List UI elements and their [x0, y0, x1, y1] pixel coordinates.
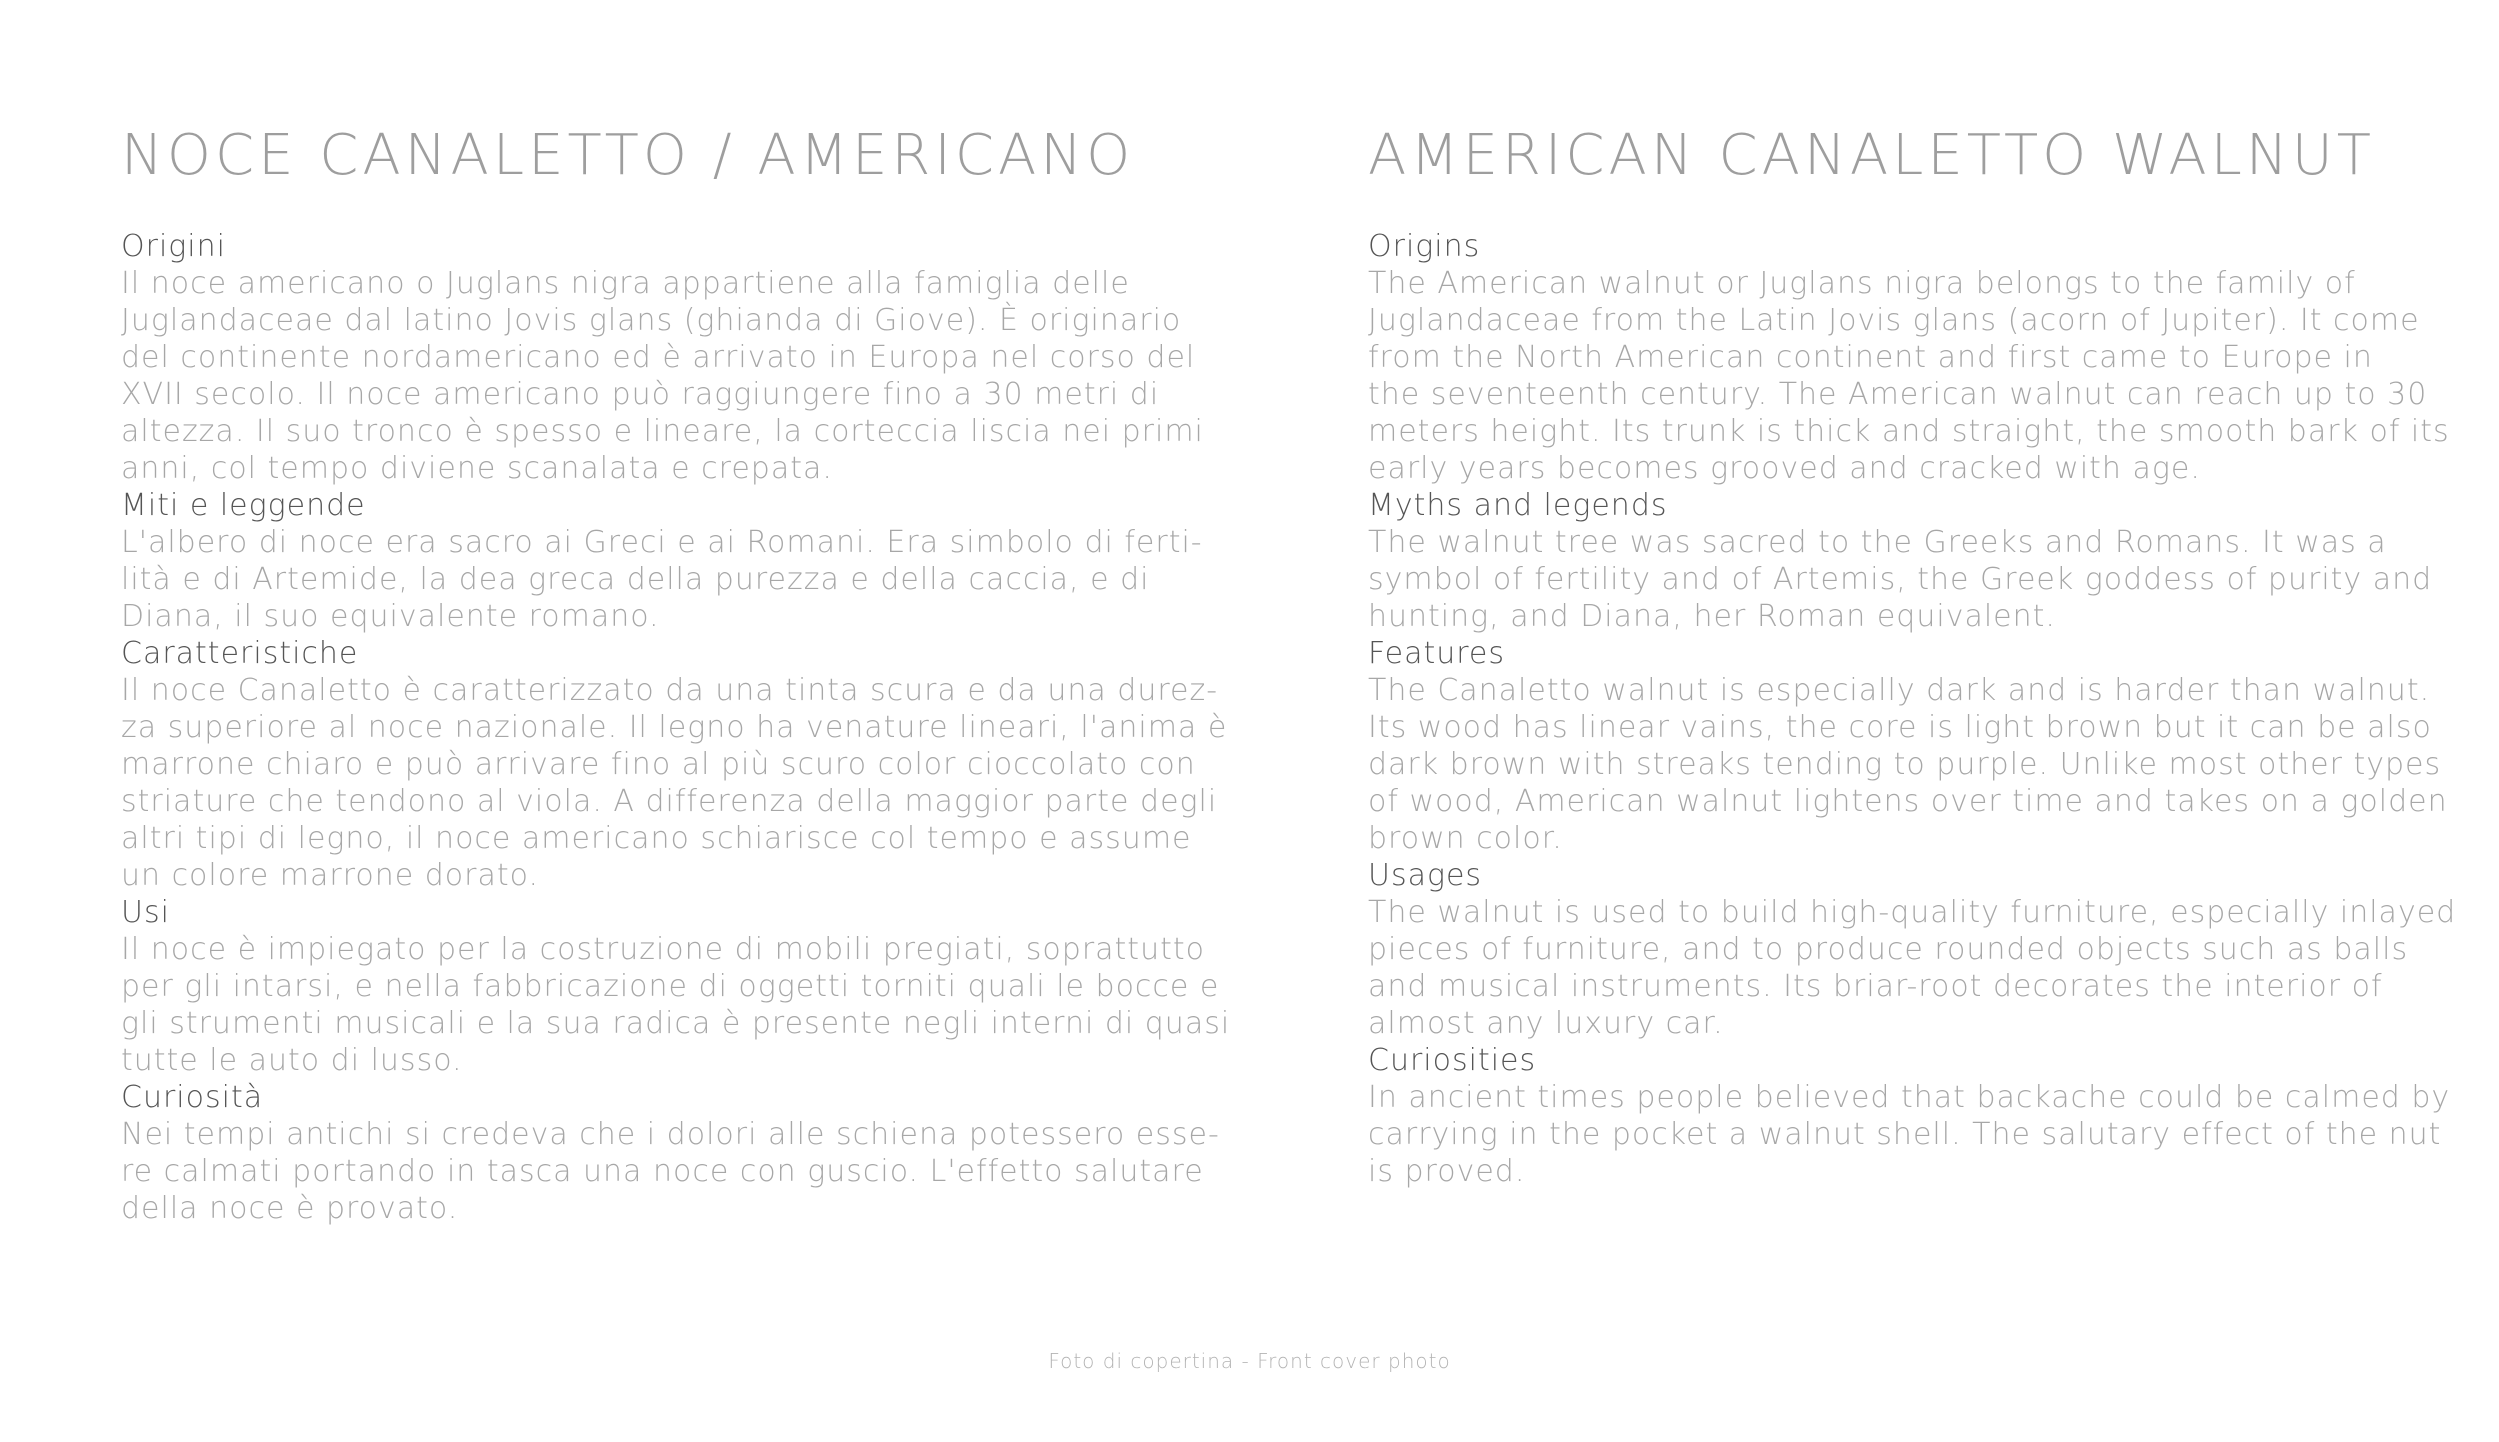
body-line: lità e di Artemide, la dea greca della purezza e della caccia, e di — [121, 562, 1150, 597]
body-line: carrying in the pocket a walnut shell. The salutary effect of the nut — [1368, 1117, 2442, 1152]
section-block — [1368, 635, 2448, 857]
section-block — [1368, 487, 2433, 635]
section-block — [121, 894, 1231, 1079]
section-heading: Origins — [1368, 229, 1481, 264]
body-line: Nei tempi antichi si credeva che i dolori alle schiena potessero esse- — [121, 1117, 1220, 1152]
italian-column — [121, 122, 1231, 1227]
section-heading: Features — [1368, 636, 1505, 671]
body-line: altezza. Il suo tronco è spesso e lineare, la corteccia liscia nei primi — [121, 414, 1204, 449]
section-body — [121, 931, 1231, 1079]
body-line: symbol of fertility and of Artemis, the Greek goddess of purity and — [1368, 562, 2433, 597]
section-block — [1368, 228, 2450, 487]
section-block — [121, 1079, 1220, 1227]
body-line: dark brown with streaks tending to purple. Unlike most other types — [1368, 747, 2442, 782]
body-line: Its wood has linear vains, the core is light brown but it can be also — [1368, 710, 2432, 745]
body-line: L'albero di noce era sacro ai Greci e ai Romani. Era simbolo di ferti- — [121, 525, 1203, 560]
body-line: brown color. — [1368, 821, 1563, 856]
section-body — [1368, 265, 2450, 487]
section-body — [121, 1116, 1220, 1227]
section-block — [121, 487, 1203, 635]
body-line: is proved. — [1368, 1154, 1526, 1189]
body-line: per gli intarsi, e nella fabbricazione di oggetti torniti quali le bocce e — [121, 969, 1220, 1004]
body-line: tutte le auto di lusso. — [121, 1043, 463, 1078]
body-line: gli strumenti musicali e la sua radica è presente negli interni di quasi — [121, 1006, 1231, 1041]
italian-sections — [121, 228, 1231, 1227]
section-heading: Myths and legends — [1368, 488, 1668, 523]
body-line: The American walnut or Juglans nigra belongs to the family of — [1368, 266, 2356, 301]
section-body — [121, 672, 1228, 894]
body-line: from the North American continent and first came to Europe in — [1368, 340, 2373, 375]
section-heading: Curiosità — [121, 1080, 264, 1115]
body-line: Il noce americano o Juglans nigra appartiene alla famiglia delle — [121, 266, 1130, 301]
body-line: Diana, il suo equivalente romano. — [121, 599, 660, 634]
body-line: The walnut tree was sacred to the Greeks and Romans. It was a — [1368, 525, 2387, 560]
body-line: marrone chiaro e può arrivare fino al più scuro color cioccolato con — [121, 747, 1196, 782]
body-line: early years becomes grooved and cracked with age. — [1368, 451, 2201, 486]
section-body — [121, 265, 1204, 487]
body-line: del continente nordamericano ed è arrivato in Europa nel corso del — [121, 340, 1196, 375]
italian-title: NOCE CANALETTO / AMERICANO — [121, 123, 1135, 188]
section-body — [1368, 894, 2457, 1042]
body-line: XVII secolo. Il noce americano può raggiungere fino a 30 metri di — [121, 377, 1160, 412]
section-heading: Curiosities — [1368, 1043, 1537, 1078]
section-block — [1368, 857, 2457, 1042]
body-line: In ancient times people believed that backache could be calmed by — [1368, 1080, 2451, 1115]
body-line: hunting, and Diana, her Roman equivalent. — [1368, 599, 2056, 634]
section-body — [121, 524, 1203, 635]
body-line: za superiore al noce nazionale. Il legno ha venature lineari, l'anima è — [121, 710, 1228, 745]
cover-photo-caption: Foto di copertina - Front cover photo — [1048, 1349, 1451, 1373]
section-heading: Origini — [121, 229, 226, 264]
section-body — [1368, 672, 2448, 857]
body-line: re calmati portando in tasca una noce con guscio. L'effetto salutare — [121, 1154, 1204, 1189]
body-line: Juglandaceae from the Latin Jovis glans (acorn of Jupiter). It come — [1368, 303, 2420, 338]
body-line: Il noce è impiegato per la costruzione di mobili pregiati, soprattutto — [121, 932, 1205, 967]
section-heading: Usages — [1368, 858, 1483, 893]
body-line: The Canaletto walnut is especially dark and is harder than walnut. — [1368, 673, 2431, 708]
body-line: of wood, American walnut lightens over time and takes on a golden — [1368, 784, 2448, 819]
body-line: della noce è provato. — [121, 1191, 459, 1226]
body-line: meters height. Its trunk is thick and straight, the smooth bark of its — [1368, 414, 2450, 449]
body-line: pieces of furniture, and to produce rounded objects such as balls — [1368, 932, 2409, 967]
section-body — [1368, 524, 2433, 635]
body-line: Il noce Canaletto è caratterizzato da una tinta scura e da una durez- — [121, 673, 1219, 708]
section-block — [1368, 1042, 2451, 1190]
body-line: striature che tendono al viola. A differenza della maggior parte degli — [121, 784, 1218, 819]
section-block — [121, 228, 1204, 487]
body-line: un colore marrone dorato. — [121, 858, 539, 893]
english-title: AMERICAN CANALETTO WALNUT — [1368, 123, 2375, 188]
body-line: The walnut is used to build high-quality furniture, especially inlayed — [1368, 895, 2457, 930]
section-heading: Usi — [121, 895, 170, 930]
section-heading: Miti e leggende — [121, 488, 366, 523]
body-line: almost any luxury car. — [1368, 1006, 1724, 1041]
section-body — [1368, 1079, 2451, 1190]
body-line: the seventeenth century. The American walnut can reach up to 30 — [1368, 377, 2428, 412]
section-block — [121, 635, 1228, 894]
body-line: Juglandaceae dal latino Jovis glans (ghianda di Giove). È originario — [121, 303, 1182, 338]
english-column — [1368, 122, 2457, 1190]
body-line: and musical instruments. Its briar-root decorates the interior of — [1368, 969, 2383, 1004]
english-sections — [1368, 228, 2457, 1190]
body-line: anni, col tempo diviene scanalata e crepata. — [121, 451, 833, 486]
section-heading: Caratteristiche — [121, 636, 359, 671]
body-line: altri tipi di legno, il noce americano schiarisce col tempo e assume — [121, 821, 1192, 856]
